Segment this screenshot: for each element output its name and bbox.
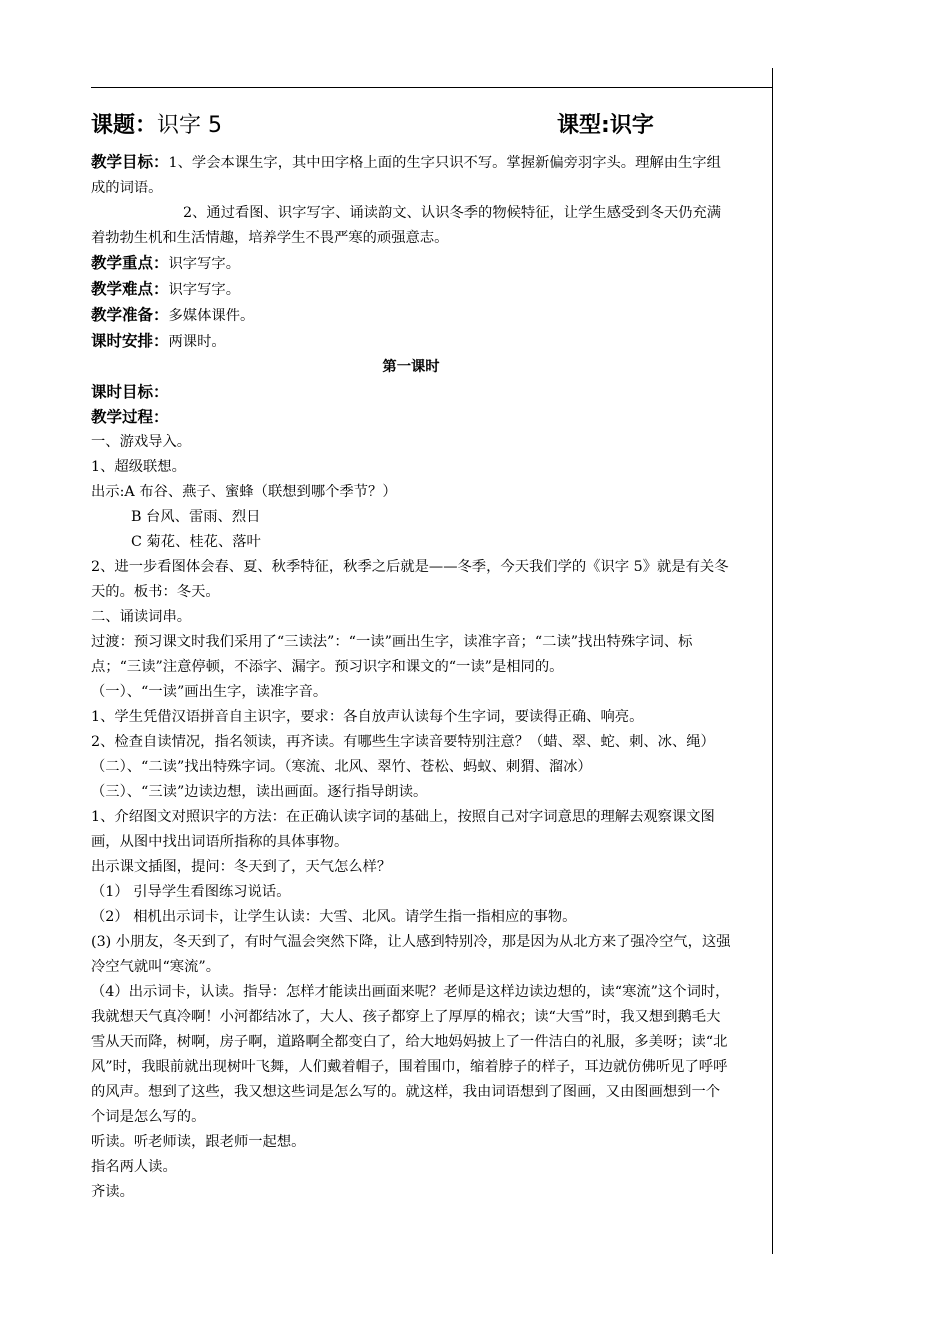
body-paragraph: 指名两人读。 <box>91 1159 177 1175</box>
body-paragraph: （二）、“二读”找出特殊字词。（寒流、北风、翠竹、苍松、蚂蚁、刺猬、溜冰） <box>91 759 592 775</box>
body-paragraph: (3) 小朋友，冬天到了，有时气温会突然下降，让人感到特别冷，那是因为从北方来了强冷空气，这强冷空气就叫“寒流”。 <box>91 934 731 975</box>
right-rule <box>772 68 773 1254</box>
key-point <box>91 251 731 277</box>
lesson-value: 识字 5 <box>157 113 223 138</box>
body-paragraph: 出示课文插图，提问：冬天到了，天气怎么样？ <box>91 859 392 875</box>
lesson-label: 课题： <box>91 113 158 138</box>
meta-value: 1、学会本课生字，其中田字格上面的生字只识不写。掌握新偏旁羽字头。理解由生字组成的词语。 <box>91 155 721 196</box>
title-row <box>91 110 731 144</box>
meta-value: 识字写字。 <box>168 282 240 298</box>
lesson-plan <box>91 110 731 1205</box>
meta-label: 教学准备： <box>91 306 169 324</box>
lesson-type <box>557 110 654 142</box>
body-paragraph: （三）、“三读”边读边想，读出画面。逐行指导朗读。 <box>91 784 428 800</box>
body-paragraph: C 菊花、桂花、落叶 <box>131 534 261 550</box>
body-paragraph: 齐读。 <box>91 1184 134 1200</box>
meta-label: 教学重点： <box>91 254 169 272</box>
body-paragraph: 出示:A 布谷、燕子、蜜蜂（联想到哪个季节？） <box>91 484 397 500</box>
type-value: 识字 <box>609 113 654 138</box>
meta-value: 两课时。 <box>168 334 226 350</box>
section-title: 第一课时 <box>382 359 440 375</box>
body-paragraph: 1、学生凭借汉语拼音自主识字，要求：各自放声认读每个生字词，要读得正确、响亮。 <box>91 709 644 725</box>
objectives-1 <box>91 150 731 201</box>
body-paragraph: B 台风、雷雨、烈日 <box>131 509 261 525</box>
body-paragraph: （4）出示词卡，认读。指导：怎样才能读出画面来呢？老师是这样边读边想的，读“寒流”这个词时，我就想天气真冷啊！小河都结冰了，大人、孩子都穿上了厚厚的棉衣；读“大雪”时，我又想到鹅毛大雪从天而降，树啊，房子啊，道路啊全都变白了，给大地妈妈披上了一件洁白的礼服，多美呀；读“北风”时，我眼前就出现树叶飞舞，人们戴着帽子，围着围巾，缩着脖子的样子，耳边就仿佛听见了呼呼的风声。想到了这些，我又想这些词是怎么写的。就这样，我由词语想到了图画，又由图画想到一个个词是怎么写的。 <box>91 984 730 1125</box>
objectives-2 <box>91 201 731 251</box>
meta-label: 教学目标： <box>91 153 169 171</box>
meta-label: 教学难点： <box>91 280 169 298</box>
body-paragraph: 2、进一步看图体会春、夏、秋季特征，秋季之后就是——冬季，今天我们学的《识字 5》就是有关冬天的。板书：冬天。 <box>91 559 729 600</box>
body-paragraph: （1） 引导学生看图练习说话。 <box>91 884 291 900</box>
body-paragraph: （2） 相机出示词卡，让学生认读：大雪、北风。请学生指一指相应的事物。 <box>91 909 577 925</box>
meta-value: 多媒体课件。 <box>168 308 255 324</box>
difficulty <box>91 277 731 303</box>
body-paragraph: 过渡：预习课文时我们采用了“三读法”：“一读”画出生字，读准字音；“二读”找出特殊字词、标点；“三读”注意停顿，不添字、漏字。预习识字和课文的“一读”是相同的。 <box>91 634 693 675</box>
type-label: 课型: <box>557 113 610 138</box>
schedule <box>91 329 731 355</box>
body-paragraph: （一）、“一读”画出生字，读准字音。 <box>91 684 328 700</box>
process-heading: 教学过程： <box>91 408 169 426</box>
meta-value: 识字写字。 <box>168 256 240 272</box>
top-rule <box>91 87 773 88</box>
meta-value: 2、通过看图、识字写字、诵读韵文、认识冬季的物候特征，让学生感受到冬天仍充满着勃勃生机和生活情趣，培养学生不畏严寒的顽强意志。 <box>91 205 722 246</box>
body-paragraph: 1、超级联想。 <box>91 459 186 475</box>
body-paragraph: 二、诵读词串。 <box>91 609 192 625</box>
lesson-title <box>91 110 222 142</box>
body-paragraph: 听读。听老师读，跟老师一起想。 <box>91 1134 306 1150</box>
body-paragraph: 2、检查自读情况，指名领读，再齐读。有哪些生字读音要特别注意？（蜡、翠、蛇、刺、冰、绳） <box>91 734 715 750</box>
meta-label: 课时安排： <box>91 332 169 350</box>
body-paragraph: 1、介绍图文对照识字的方法：在正确认读字词的基础上，按照自己对字词意思的理解去观察课文图画，从图中找出词语所指称的具体事物。 <box>91 809 715 850</box>
body-paragraph: 一、游戏导入。 <box>91 434 192 450</box>
preparation <box>91 303 731 329</box>
goal-heading: 课时目标： <box>91 383 169 401</box>
